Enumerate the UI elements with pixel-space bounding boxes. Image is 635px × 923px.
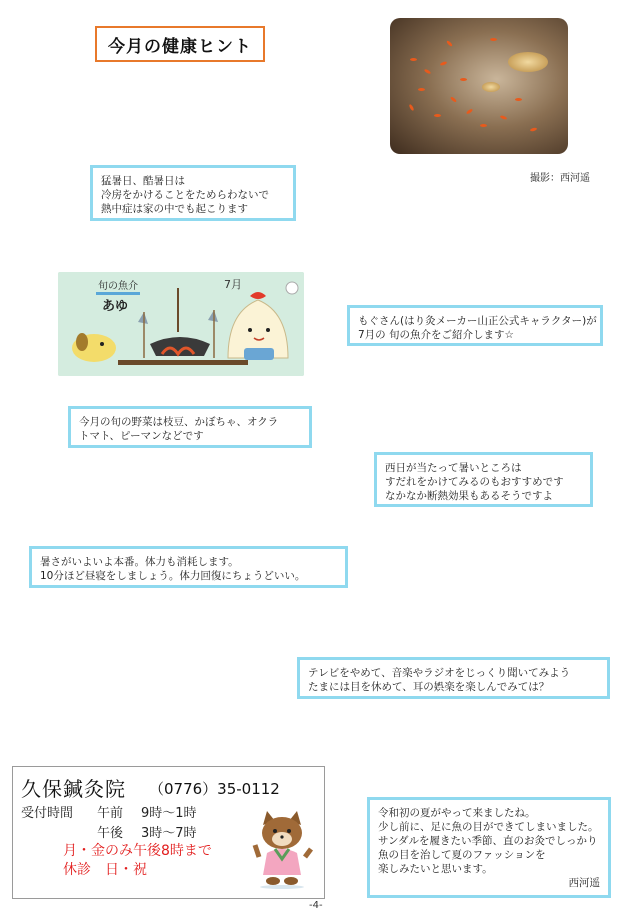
essay-line: サンダルを履きたい季節、直のお灸でしっかり <box>378 835 598 847</box>
clinic-am-label: 午前 <box>97 806 124 821</box>
essay-line: 魚の目を治して夏のファッションを <box>378 849 546 861</box>
essay-line: 少し前に、足に魚の目ができてしまいました。 <box>378 821 599 833</box>
cat-mascot-illustration <box>249 809 315 889</box>
photo-credit: 撮影：西河遥 <box>530 173 590 184</box>
clinic-pm-label: 午後 <box>97 826 124 841</box>
clinic-am-hours: 9時～1時 <box>141 806 197 821</box>
seasonal-fish-illustration <box>58 272 304 376</box>
fish-card-month: 7月 <box>224 278 242 291</box>
tip-line: 7月の 旬の魚介をご紹介します☆ <box>358 329 514 341</box>
tip-vegetables <box>68 406 312 448</box>
fish-card-fish: あゆ <box>102 299 129 314</box>
tip-music <box>297 657 610 699</box>
tip-line: もぐさん(はり灸メーカー山正公式キャラクター)が <box>358 315 597 327</box>
tip-heatstroke <box>90 165 296 221</box>
clinic-pm-hours: 3時～7時 <box>141 826 197 841</box>
tip-nap <box>29 546 348 588</box>
tip-line: 今月の旬の野菜は枝豆、かぼちゃ、オクラ <box>79 416 279 428</box>
tip-line: たまには目を休めて、耳の娯楽を楽しんでみては？ <box>308 681 550 693</box>
staff-essay <box>367 797 611 898</box>
tip-line: 10分ほど昼寝をしましょう。体力回復にちょうどいい。 <box>40 570 306 582</box>
clinic-name: 久保鍼灸院 <box>21 777 126 801</box>
essay-line: 令和初の夏がやって来ましたね。 <box>378 807 536 819</box>
clinic-closed-days: 休診 日・祝 <box>63 862 147 878</box>
tip-line: 熱中症は家の中でも起こります <box>101 203 248 215</box>
clinic-card <box>12 766 325 899</box>
clinic-phone: （0776）35-0112 <box>149 780 280 798</box>
tip-line: テレビをやめて、音楽やラジオをじっくり聞いてみよう <box>308 667 571 679</box>
tip-line: なかなか断熱効果もあるそうですよ <box>385 490 553 502</box>
tip-line: 冷房をかけることをためらわないで <box>101 189 269 201</box>
essay-signature: 西河遥 <box>568 877 600 889</box>
essay-line: 楽しみたいと思います。 <box>378 863 493 875</box>
tip-line: 猛暑日、酷暑日は <box>101 175 185 187</box>
clinic-special-hours: 月・金のみ午後8時まで <box>63 843 212 859</box>
tip-sudare <box>374 452 593 507</box>
tip-line: 暑さがいよいよ本番。体力も消耗します。 <box>40 556 239 568</box>
tip-mogusan <box>347 305 603 346</box>
clinic-hours-label: 受付時間 <box>21 806 74 821</box>
tip-line: トマト、ピーマンなどです <box>79 430 204 442</box>
tip-line: 西日が当たって暑いところは <box>385 462 522 474</box>
page-number: -4- <box>309 900 323 911</box>
page-title: 今月の健康ヒント <box>95 26 265 62</box>
seasonal-fish-card <box>58 272 304 376</box>
goldfish-photo <box>390 18 568 154</box>
fish-card-heading: 旬の魚介 <box>98 281 138 292</box>
tip-line: すだれをかけてみるのもおすすめです <box>385 476 564 488</box>
